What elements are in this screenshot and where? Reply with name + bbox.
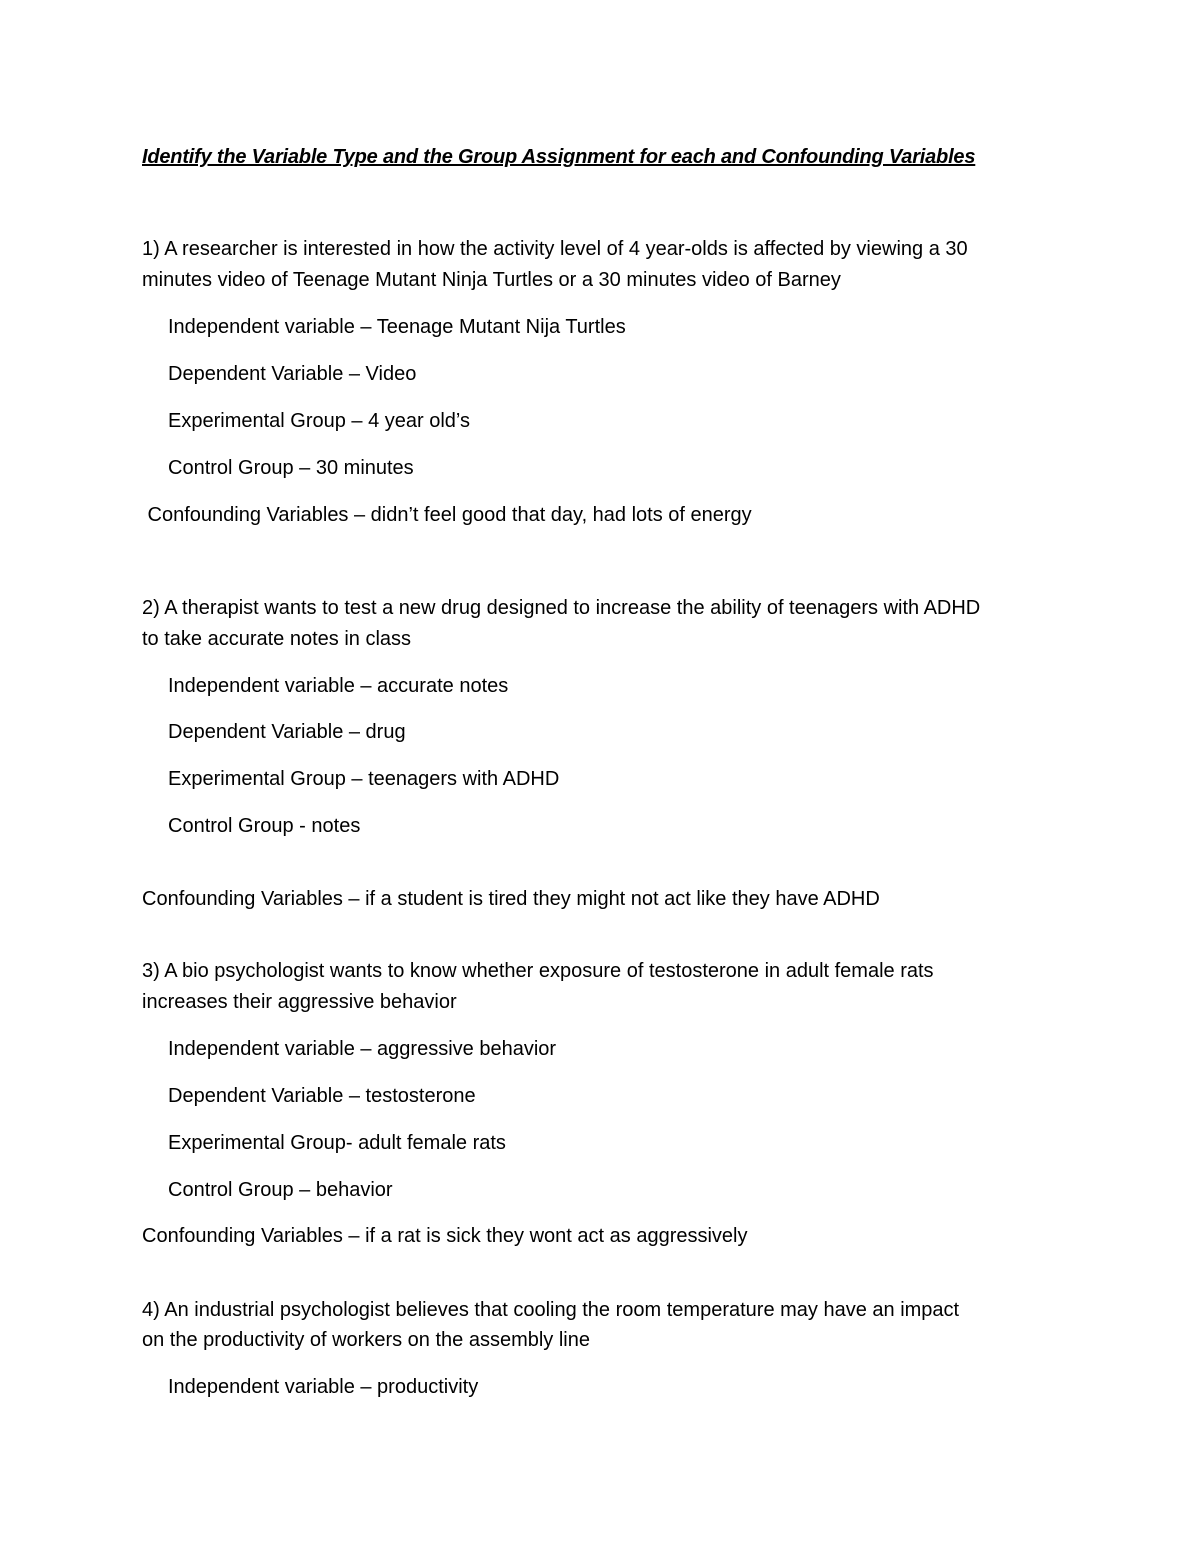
- question-1-experimental-group: Experimental Group – 4 year old’s: [168, 410, 471, 432]
- question-2-dependent-variable: Dependent Variable – drug: [168, 721, 406, 743]
- document-title: Identify the Variable Type and the Group Assignment for each and Confounding Variables: [142, 146, 976, 168]
- question-2-prompt-line-2: to take accurate notes in class: [142, 628, 412, 650]
- question-1-prompt-line-1: 1) A researcher is interested in how the activity level of 4 year-olds is affected by viewing a 30: [142, 238, 968, 260]
- question-4-prompt-line-2: on the productivity of workers on the assembly line: [142, 1329, 590, 1351]
- question-3-experimental-group: Experimental Group- adult female rats: [168, 1132, 506, 1154]
- question-3-dependent-variable: Dependent Variable – testosterone: [168, 1085, 476, 1107]
- question-3-prompt-line-2: increases their aggressive behavior: [142, 991, 457, 1013]
- question-3-confounding-variables: Confounding Variables – if a rat is sick they wont act as aggressively: [142, 1225, 748, 1247]
- question-4-independent-variable: Independent variable – productivity: [168, 1376, 479, 1398]
- question-1-confounding-variables: Confounding Variables – didn’t feel good that day, had lots of energy: [142, 504, 752, 526]
- question-2-independent-variable: Independent variable – accurate notes: [168, 675, 509, 697]
- question-2-experimental-group: Experimental Group – teenagers with ADHD: [168, 768, 560, 790]
- question-1-prompt-line-2: minutes video of Teenage Mutant Ninja Turtles or a 30 minutes video of Barney: [142, 269, 841, 291]
- question-2-prompt-line-1: 2) A therapist wants to test a new drug designed to increase the ability of teenagers with ADHD: [142, 597, 981, 619]
- question-2-control-group: Control Group - notes: [168, 815, 361, 837]
- question-3-control-group: Control Group – behavior: [168, 1179, 393, 1201]
- question-4-prompt-line-1: 4) An industrial psychologist believes that cooling the room temperature may have an impact: [142, 1299, 960, 1321]
- question-3-independent-variable: Independent variable – aggressive behavior: [168, 1038, 557, 1060]
- question-1-dependent-variable: Dependent Variable – Video: [168, 363, 417, 385]
- question-2-confounding-variables: Confounding Variables – if a student is tired they might not act like they have ADHD: [142, 888, 880, 910]
- question-1-independent-variable: Independent variable – Teenage Mutant Nija Turtles: [168, 316, 626, 338]
- question-1-control-group: Control Group – 30 minutes: [168, 457, 414, 479]
- question-3-prompt-line-1: 3) A bio psychologist wants to know whether exposure of testosterone in adult female rats: [142, 960, 934, 982]
